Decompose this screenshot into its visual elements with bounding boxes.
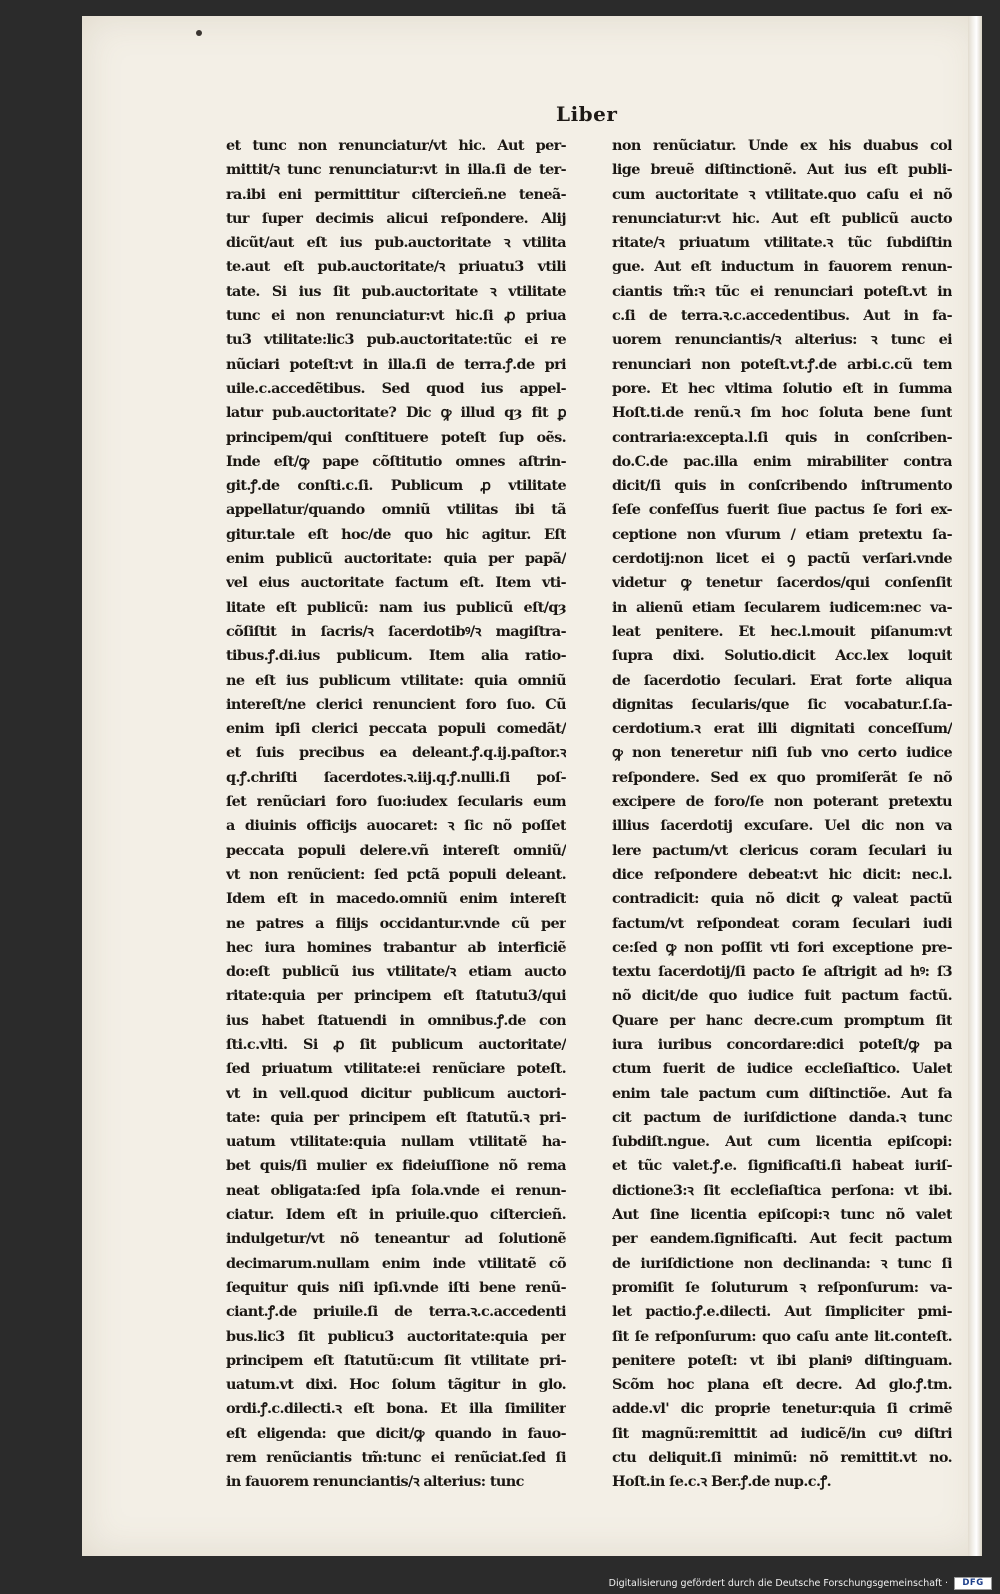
text-line: leat penitere. Et hec.l.mouit piſanum:vt [612, 622, 952, 640]
text-line: te.aut eſt pub.auctoritate/ꝛ priuatu3 vtili [226, 258, 566, 276]
text-line: Idem eſt in macedo.omniũ enim intereſt [226, 890, 566, 908]
text-line: ſed priuatum vtilitate:ei renũciare poteſt. [226, 1060, 566, 1078]
text-line: promiſit ſe ſoluturum ꝛ reſponſurum: va- [612, 1278, 952, 1296]
text-line: dignitas ſecularis/que ſic vocabatur.ſ.ſa- [612, 695, 952, 713]
text-line: ctu deliquit.ſi minimũ: nõ remittit.vt no. [612, 1449, 952, 1467]
text-line: do.C.de pac.illa enim mirabiliter contra [612, 452, 952, 470]
text-line: peccata populi delere.vñ intereſt omniũ/ [226, 841, 566, 859]
text-line: et ſuis precibus ea deleant.ꝭ.q.ij.paſtor.ꝛ [226, 744, 566, 762]
text-line: eſt eligenda: que dicit/ꝙ quando in fauo- [226, 1424, 566, 1442]
text-line: textu ſacerdotij/ſi pacto ſe aſtrigit ad hꝰ: ſ3 [612, 963, 952, 981]
text-line: cõſiſtit in ſacris/ꝛ ſacerdotibꝰ/ꝛ magiſtra- [226, 622, 566, 640]
text-line: ſeſe confeſſus fuerit ſiue pactus ſe fori ex- [612, 501, 952, 519]
text-line: ctum fuerit de iudice eccleſiaſtico. Ualet [612, 1060, 952, 1078]
text-line: ꝙ non teneretur niſi ſub vno certo iudice [612, 744, 952, 762]
text-line: dicũt/aut eſt ius pub.auctoritate ꝛ vtilita [226, 234, 566, 252]
text-line: decimarum.nullam enim inde vtilitatẽ cõ [226, 1254, 566, 1272]
text-line: litate eſt publicũ: nam ius publicũ eſt/qȝ [226, 598, 566, 616]
text-line: et tunc non renunciatur/vt hic. Aut per- [226, 137, 566, 154]
text-line: ordi.ꝭ.c.dilecti.ꝛ eſt bona. Et illa ſimiliter [226, 1400, 566, 1418]
text-line: indulgetur/vt nõ teneantur ad ſolutionẽ [226, 1230, 566, 1248]
text-line: uorem renunciantis/ꝛ alterius: ꝛ tunc ei [612, 331, 952, 349]
text-line: rem renũciantis tm̃:tunc ei renũciat.ſed ſi [226, 1449, 566, 1467]
text-line: tunc ei non renunciatur:vt hic.ſi ꝓ priua [226, 307, 566, 325]
text-line: non renũciatur. Unde ex his duabus col [612, 137, 952, 154]
text-line: ſubdiſt.ngue. Aut cum licentia epiſcopi: [612, 1133, 952, 1151]
text-line: ne eſt ius publicum vtilitate: quia omniũ [226, 671, 566, 689]
text-line: ſit ſe reſponſurum: quo caſu ante lit.conteſt. [612, 1327, 952, 1345]
left-text-column [226, 134, 566, 1495]
text-line: enim tale pactum cum diſtinctiõe. Aut fa [612, 1084, 952, 1102]
text-line: dice reſpondere debeat:vt hic dicit: nec.l. [612, 865, 952, 883]
dfg-logo: DFG [954, 1577, 992, 1590]
text-line: ſupra dixi. Solutio.dicit Acc.lex loquit [612, 647, 952, 665]
text-line: renunciatur:vt hic. Aut eſt publicũ aucto [612, 209, 952, 227]
text-line: cerdotij:non licet ei ꝯ pactũ verſari.vnde [612, 550, 952, 568]
text-line: ſit magnũ:remittit ad iudicẽ/in cuꝰ diſtri [612, 1424, 952, 1442]
text-line: et tũc valet.ꝭ.e. ſignificaſti.ſi habeat iuriſ- [612, 1157, 952, 1175]
text-line: c.ſi de terra.ꝛ.c.accedentibus. Aut in fa- [612, 307, 952, 325]
text-line: ciatur. Idem eſt in priuile.quo ciſtercieñ. [226, 1206, 566, 1224]
text-line: latur pub.auctoritate? Dic ꝙ illud qȝ fit ꝑ [226, 404, 566, 422]
text-line: principem/qui conſtituere poteſt ſup oẽs. [226, 428, 566, 446]
text-line: dicit/ſi quis in conſcribendo inſtrumento [612, 477, 952, 495]
text-line: ius habet ſtatuendi in omnibus.ꝭ.de con [226, 1011, 566, 1029]
text-line: intereſt/ne clerici renuncient foro ſuo. Cũ [226, 695, 566, 713]
text-line: neat obligata:ſed ipſa ſola.vnde ei renun- [226, 1181, 566, 1199]
text-line: q.ꝭ.chriſti ſacerdotes.ꝛ.iij.q.ꝭ.nulli.ſi poſ- [226, 768, 566, 786]
text-line: videtur ꝙ tenetur ſacerdos/qui conſenſit [612, 574, 952, 592]
text-line: ciant.ꝭ.de priuile.ſi de terra.ꝛ.c.accedenti [226, 1303, 566, 1321]
page-edge [968, 16, 982, 1556]
text-line: cit pactum de iuriſdictione danda.ꝛ tunc [612, 1108, 952, 1126]
text-line: Aut ſine licentia epiſcopi:ꝛ tunc nõ valet [612, 1206, 952, 1224]
text-line: tibus.ꝭ.di.ius publicum. Item alia ratio- [226, 647, 566, 665]
text-line: ce:ſed ꝙ non poſſit vti fori exceptione pre- [612, 938, 952, 956]
text-line: enim ipſi clerici peccata populi comedãt/ [226, 720, 566, 738]
text-line: nõ dicit/de quo iudice fuit pactum factũ. [612, 987, 952, 1005]
text-line: Scõm hoc plana eſt decre. Ad glo.ꝭ.tm. [612, 1376, 952, 1394]
text-line: iura iuribus concordare:dici poteſt/ꝙ pa [612, 1035, 952, 1053]
text-line: Inde eſt/ꝙ pape cõſtitutio omnes aſtrin- [226, 452, 566, 470]
text-line: uatum.vt dixi. Hoc ſolum tãgitur in glo. [226, 1376, 566, 1394]
text-line: in fauorem renunciantis/ꝛ alterius: tunc [226, 1473, 524, 1491]
text-line: adde.vl' dic proprie tenetur:quia ſi crimẽ [612, 1400, 952, 1418]
text-line: Hoſt.ti.de renũ.ꝛ ſm hoc ſoluta bene ſunt [612, 404, 952, 422]
text-line: tu3 vtilitate:lic3 pub.auctoritate:tũc ei re [226, 331, 566, 349]
text-line: let pactio.ꝭ.e.dilecti. Aut ſimpliciter pmi- [612, 1303, 952, 1321]
text-line: ritate:quia per principem eſt ſtatutu3/qui [226, 987, 566, 1005]
text-line: tate. Si ius ſit pub.auctoritate ꝛ vtilitate [226, 282, 566, 300]
text-line: in alienũ etiam ſecularem iudicem:nec va- [612, 598, 952, 616]
text-line: per eandem.ſignificaſti. Aut fecit pactum [612, 1230, 952, 1248]
text-line: lere pactum/vt clericus coram ſeculari iu [612, 841, 952, 859]
text-line: uatum vtilitate:quia nullam vtilitatẽ ha- [226, 1133, 566, 1151]
text-line: Quare per hanc decre.cum promptum ſit [612, 1011, 952, 1029]
text-line: de ſacerdotio ſeculari. Erat forte aliqua [612, 671, 952, 689]
text-line: uile.c.accedẽtibus. Sed quod ius appel- [226, 379, 566, 397]
text-line: hec iura homines trabantur ab interficiẽ [226, 938, 566, 956]
text-line: tur ſuper decimis alicui reſpondere. Alij [226, 209, 566, 227]
text-line: contradicit: quia nõ dicit ꝙ valeat pactũ [612, 890, 952, 908]
text-line: vt non renũcient: ſed pctã populi deleant. [226, 865, 566, 883]
text-line: gitur.tale eſt hoc/de quo hic agitur. Eſt [226, 525, 566, 543]
text-line: ritate/ꝛ priuatum vtilitate.ꝛ tũc ſubdiſtin [612, 234, 952, 252]
text-line: mittit/ꝛ tunc renunciatur:vt in illa.ſi de ter- [226, 161, 566, 179]
text-line: contraria:excepta.l.ſi quis in conſcriben- [612, 428, 952, 446]
text-line: reſpondere. Sed ex quo promiſerãt ſe nõ [612, 768, 952, 786]
text-line: cerdotium.ꝛ erat illi dignitati conceſſum/ [612, 720, 952, 738]
text-line: bus.lic3 ſit publicu3 auctoritate:quia per [226, 1327, 566, 1345]
text-line: excipere de foro/ſe non poterant pretextu [612, 793, 952, 811]
text-line: dictione3:ꝛ ſit eccleſiaſtica perſona: vt ibi. [612, 1181, 952, 1199]
text-line: do:eſt publicũ ius vtilitate/ꝛ etiam aucto [226, 963, 566, 981]
text-line: illius ſacerdotij excuſare. Uel dic non va [612, 817, 952, 835]
text-line: nũciari poteſt:vt in illa.ſi de terra.ꝭ.de pri [226, 355, 566, 373]
text-line: Hoſt.in ſe.c.ꝛ Ber.ꝭ.de nup.c.ꝭ. [612, 1473, 831, 1491]
text-line: vel eius auctoritate factum eſt. Item vti- [226, 574, 566, 592]
text-line: penitere poteſt: vt ibi planiꝰ diſtinguam. [612, 1351, 952, 1369]
ink-spot [196, 30, 202, 36]
text-line: ſet renũciari foro ſuo:iudex ſecularis eum [226, 793, 566, 811]
text-line: ciantis tm̃:ꝛ tũc ei renunciari poteſt.vt in [612, 282, 952, 300]
text-line: ne patres a filijs occidantur.vnde cũ per [226, 914, 566, 932]
text-line: gue. Aut eſt inductum in fauorem renun- [612, 258, 952, 276]
text-line: ra.ibi eni permittitur ciſtercieñ.ne teneã- [226, 185, 566, 203]
text-line: enim publicũ auctoritate: quia per papã/ [226, 550, 566, 568]
text-line: bet quis/ſi mulier ex fideiuſſione nõ rema [226, 1157, 566, 1175]
text-line: lige breuẽ diſtinctionẽ. Aut ius eſt publi- [612, 161, 952, 179]
text-line: ſequitur quis niſi ipſi.vnde iſti bene renũ- [226, 1278, 566, 1296]
funding-credit: Digitalisierung gefördert durch die Deutsche Forschungsgemeinschaft · [608, 1578, 948, 1589]
right-text-column [612, 134, 952, 1495]
text-line: factum/vt reſpondeat coram ſeculari iudi [612, 914, 952, 932]
text-line: de iuriſdictione non declinanda: ꝛ tunc ſi [612, 1254, 952, 1272]
text-line: renunciari non poteſt.vt.ꝭ.de arbi.c.cũ tem [612, 355, 952, 373]
text-line: a diuinis officijs auocaret: ꝛ ſic nõ poſſet [226, 817, 566, 835]
text-line: appellatur/quando omniũ vtilitas ibi tã [226, 501, 566, 519]
text-line: git.ꝭ.de conſti.c.ſi. Publicum ꝓ vtilitate [226, 477, 566, 495]
text-line: tate: quia per principem eſt ſtatutũ.ꝛ pri- [226, 1108, 566, 1126]
running-head: Liber [556, 102, 618, 126]
text-line: vt in vell.quod dicitur publicum auctori- [226, 1084, 566, 1102]
text-line: ſti.c.vlti. Si ꝓ ſit publicum auctoritate/ [226, 1035, 566, 1053]
text-line: cum auctoritate ꝛ vtilitate.quo caſu ei nõ [612, 185, 952, 203]
text-line: principem eſt ſtatutũ:cum ſit vtilitate pri- [226, 1351, 566, 1369]
text-line: ceptione non vſurum / etiam pretextu ſa- [612, 525, 952, 543]
text-line: pore. Et hec vltima ſolutio eſt in ſumma [612, 379, 952, 397]
